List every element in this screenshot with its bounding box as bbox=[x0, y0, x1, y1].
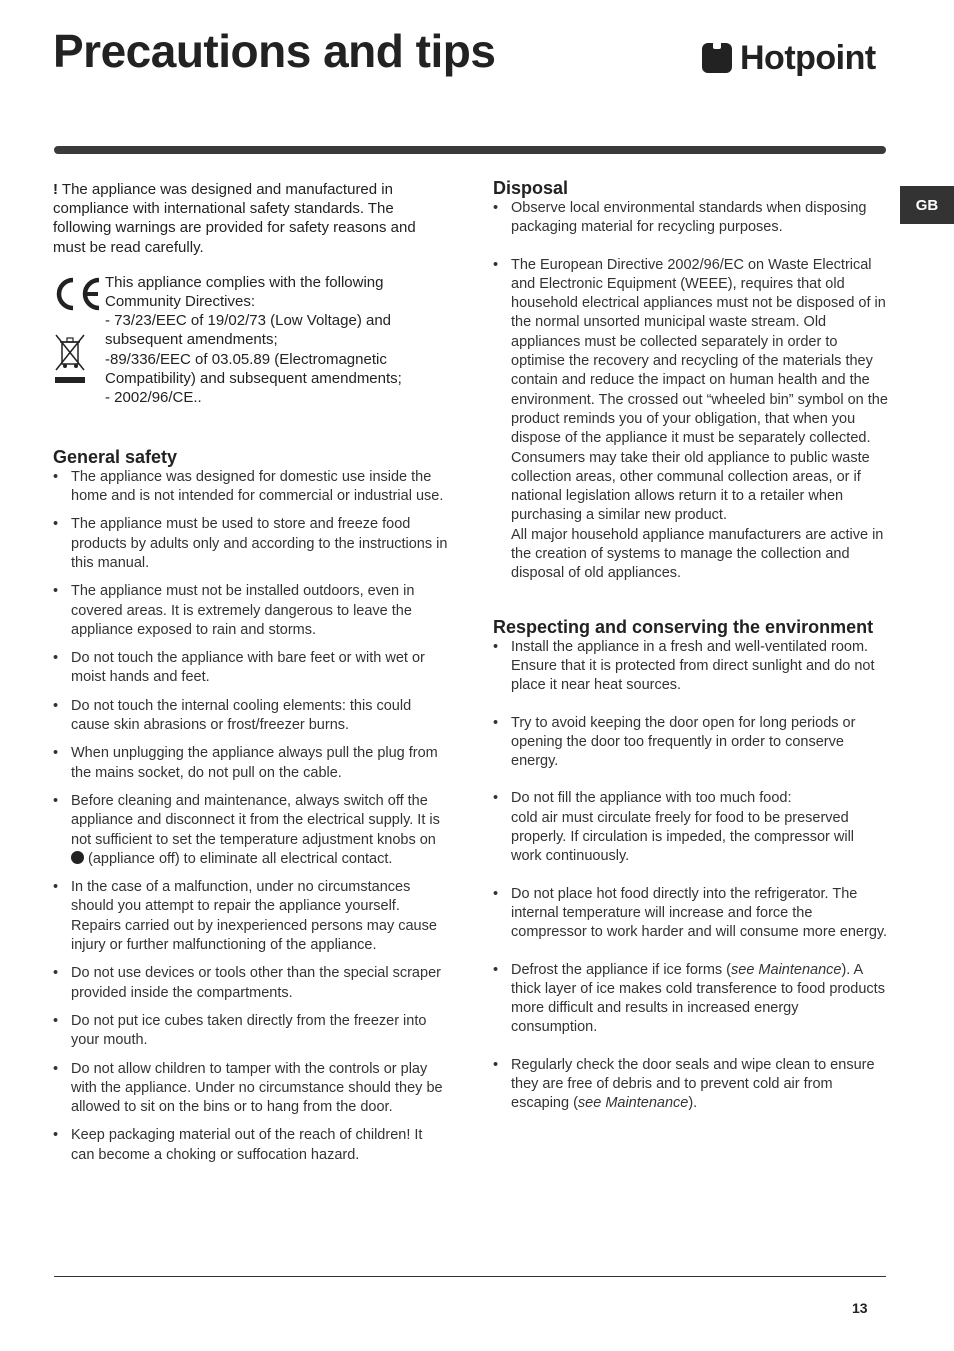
list-item: • Install the appliance in a fresh and well-ventilated room. Ensure that it is protected from direct sunlight and do not place it near heat sources. bbox=[493, 638, 888, 696]
intro-paragraph bbox=[53, 180, 448, 257]
list-item: • Keep packaging material out of the reach of children! It can become a choking or suffocation hazard. bbox=[53, 1126, 448, 1165]
weee-paragraph: Consumers may take their old appliance to public waste collection areas, other communal collection areas, or if national legislation allows return it to a retailer when purchasing a similar new product. bbox=[511, 449, 870, 524]
list-item: • The appliance was designed for domestic use inside the home and is not intended for commercial or industrial use. bbox=[53, 468, 448, 507]
intro-text: The appliance was designed and manufactured in compliance with international safety standards. The following warnings are provided for safety reasons and must be read carefully. bbox=[53, 181, 416, 256]
general-safety-heading: General safety bbox=[53, 446, 178, 467]
compliance-text bbox=[105, 273, 402, 407]
compliance-line: This appliance complies with the following bbox=[105, 273, 384, 291]
cleaning-text: Before cleaning and maintenance, always switch off the appliance and disconnect it from the electrical supply. It is not sufficient to set the temperature adjustment knobs on bbox=[71, 792, 440, 848]
maintenance-reference: see Maintenance bbox=[577, 1095, 689, 1112]
defrost-text-end: ). A thick layer of ice makes cold transference to food products more difficult and results in increased energy consumption. bbox=[511, 961, 885, 1036]
defrost-text: Defrost the appliance if ice forms ( bbox=[511, 961, 732, 978]
list-item: • Observe local environmental standards when disposing packaging material for recycling purposes. bbox=[493, 199, 888, 238]
compliance-line: - 73/23/EEC of 19/02/73 (Low Voltage) and bbox=[105, 312, 392, 330]
maintenance-reference: see Maintenance bbox=[731, 961, 842, 978]
disposal-heading: Disposal bbox=[493, 178, 569, 198]
list-item bbox=[493, 256, 888, 584]
list-item bbox=[493, 789, 888, 866]
hotpoint-logo-icon bbox=[702, 43, 732, 73]
food-warning-detail: cold air must circulate freely for food to be preserved properly. If circulation is impeded, the compressor will work continuously. bbox=[511, 809, 855, 865]
list-item: • Do not touch the appliance with bare feet or with wet or moist hands and feet. bbox=[53, 649, 448, 688]
list-item: • When unplugging the appliance always pull the plug from the mains socket, do not pull on the cable. bbox=[53, 744, 448, 783]
list-item: • Do not put ice cubes taken directly from the freezer into your mouth. bbox=[53, 1012, 448, 1051]
list-item bbox=[53, 792, 448, 869]
right-column bbox=[493, 178, 888, 1128]
language-tab: GB bbox=[900, 186, 954, 224]
environment-heading: Respecting and conserving the environment bbox=[493, 616, 874, 637]
list-item: • The appliance must not be installed outdoors, even in covered areas. It is extremely dangerous to leave the appliance exposed to rain and storms. bbox=[53, 582, 448, 640]
list-item: • The appliance must be used to store and freeze food products by adults only and according to the instructions in this manual. bbox=[53, 515, 448, 573]
compliance-line: -89/336/EEC of 03.05.89 (Electromagnetic bbox=[105, 350, 387, 368]
list-item bbox=[493, 1056, 888, 1114]
off-position-dot-icon bbox=[71, 851, 84, 864]
list-item: • In the case of a malfunction, under no circumstances should you attempt to repair the appliance yourself. Repairs carried out by inexperienced persons may cause injury or further malfunctioning of the appliance. bbox=[53, 878, 448, 955]
list-item: • Try to avoid keeping the door open for long periods or opening the door too frequently in order to conserve energy. bbox=[493, 714, 888, 772]
food-warning: • Do not fill the appliance with too much food: bbox=[511, 790, 792, 807]
list-item bbox=[493, 961, 888, 1038]
crossed-bin-icon bbox=[53, 332, 87, 388]
brand-logo bbox=[702, 40, 876, 76]
ce-mark-icon bbox=[53, 276, 103, 312]
left-column bbox=[53, 180, 448, 1174]
header-divider bbox=[54, 146, 886, 154]
brand-name: Hotpoint bbox=[740, 38, 876, 77]
general-safety-list bbox=[53, 468, 448, 1165]
compliance-line: Compatibility) and subsequent amendments; bbox=[105, 369, 402, 387]
compliance-line: subsequent amendments; bbox=[105, 331, 278, 349]
list-item: • Do not touch the internal cooling elements: this could cause skin abrasions or frost/freezer burns. bbox=[53, 697, 448, 736]
disposal-list bbox=[493, 199, 888, 584]
list-item: • Do not allow children to tamper with the controls or play with the appliance. Under no circumstance should they be allowed to sit on the bins or to hang from the door. bbox=[53, 1060, 448, 1118]
seals-text-end: ). bbox=[688, 1095, 698, 1112]
list-item: • Do not place hot food directly into the refrigerator. The internal temperature will increase and force the compressor to work harder and will consume more energy. bbox=[493, 885, 888, 943]
warning-mark: ! bbox=[53, 181, 58, 198]
weee-paragraph: All major household appliance manufacturers are active in the creation of systems to manage the collection and disposal of old appliances. bbox=[511, 526, 884, 582]
compliance-line: - 2002/96/CE.. bbox=[105, 389, 202, 407]
list-item: • Do not use devices or tools other than the special scraper provided inside the compartments. bbox=[53, 964, 448, 1003]
compliance-line: Community Directives: bbox=[105, 293, 256, 311]
weee-paragraph: • The European Directive 2002/96/EC on Waste Electrical and Electronic Equipment (WEEE), requires that old household electrical appliances must not be disposed of in the normal unsorted municipal waste stream. Old appliances must be collected separately in order to optimise the recovery and recycling of the materials they contain and reduce the impact on human health and the environment. The crossed out “wheeled bin” symbol on the product reminds you of your obligation, that when you dispose of the appliance it must be separately collected. bbox=[511, 256, 888, 447]
environment-list bbox=[493, 638, 888, 1114]
page-title: Precautions and tips bbox=[53, 25, 496, 77]
footer-divider bbox=[54, 1276, 886, 1277]
compliance-block bbox=[53, 273, 448, 416]
page-number: 13 bbox=[852, 1300, 868, 1316]
cleaning-text-end: (appliance off) to eliminate all electrical contact. bbox=[88, 850, 393, 867]
seals-text: Regularly check the door seals and wipe clean to ensure they are free of debris and to prevent cold air from escaping ( bbox=[511, 1056, 875, 1112]
